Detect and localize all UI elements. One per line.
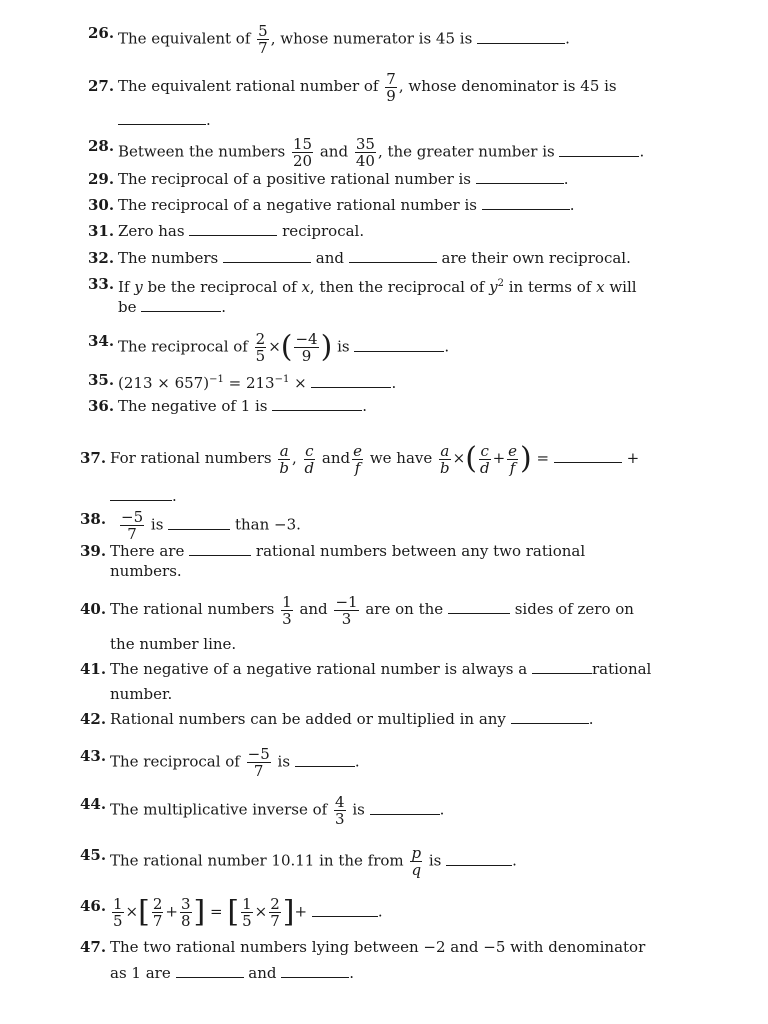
denominator: 7 <box>127 525 137 543</box>
numerator: 4 <box>335 793 345 811</box>
question-text: will <box>609 278 637 296</box>
question-31 <box>88 221 672 241</box>
question-29 <box>88 169 672 189</box>
answer-blank[interactable] <box>281 965 349 978</box>
answer-blank[interactable] <box>559 144 639 157</box>
numerator: c <box>480 441 489 460</box>
answer-blank[interactable] <box>118 112 206 125</box>
question-34: 34. The reciprocal of $\frac{2}{5}$ ×( $\frac{-4}{9}$ ) is . <box>88 329 450 365</box>
question-45 <box>80 844 672 879</box>
answer-blank[interactable] <box>554 450 622 463</box>
answer-blank[interactable] <box>349 250 437 263</box>
operator: × <box>268 337 281 356</box>
question-number: 41. <box>80 660 107 678</box>
question-text: the number line. <box>110 634 237 653</box>
fraction <box>257 23 269 56</box>
question-number: 42. <box>80 710 107 728</box>
question-text: , then the reciprocal of <box>309 278 485 296</box>
numerator: e <box>508 441 518 460</box>
question-number: 39. <box>80 542 107 560</box>
fraction <box>255 331 267 364</box>
fraction <box>269 896 281 929</box>
numerator: 7 <box>386 69 396 88</box>
question-text: is <box>352 800 365 819</box>
question-47 <box>80 934 684 986</box>
question-text: The negative of 1 is <box>118 397 268 415</box>
numerator: 1 <box>242 895 252 913</box>
question-text: , the greater number is <box>377 142 555 161</box>
expression: (213 × 657) <box>118 374 210 392</box>
answer-blank[interactable] <box>448 601 510 614</box>
question-text: sides of zero on <box>514 600 634 618</box>
operator: = <box>210 902 223 921</box>
numerator: p <box>411 844 422 862</box>
question-40 <box>80 592 672 661</box>
answer-blank[interactable] <box>176 965 244 978</box>
answer-blank[interactable] <box>311 375 391 388</box>
question-number: 33. <box>88 275 115 293</box>
question-42 <box>80 709 672 729</box>
operator: + <box>626 449 640 467</box>
punctuation: . <box>563 170 569 188</box>
question-35 <box>88 370 672 393</box>
denominator: 7 <box>270 912 280 930</box>
punctuation: . <box>391 374 397 392</box>
variable: x <box>596 278 605 296</box>
question-text: The numbers <box>118 249 219 267</box>
answer-blank[interactable] <box>446 853 512 866</box>
question-number: 37. <box>80 449 107 467</box>
numerator: −1 <box>335 592 358 611</box>
question-number: 43. <box>80 747 107 765</box>
punctuation: . <box>354 752 360 771</box>
punctuation: . <box>565 29 570 48</box>
question-text: reciprocal. <box>282 222 365 240</box>
operator: + <box>492 449 506 467</box>
question-text: There are <box>110 542 185 560</box>
conjunction: and <box>321 449 351 467</box>
denominator: 9 <box>386 86 396 105</box>
question-text: Between the numbers <box>118 142 286 161</box>
question-number: 46. <box>80 897 107 915</box>
variable: y <box>134 278 143 296</box>
question-number: 28. <box>88 137 115 155</box>
answer-blank[interactable] <box>168 517 230 530</box>
fraction <box>281 594 293 627</box>
numerator: −5 <box>247 745 270 763</box>
question-text: The multiplicative inverse of <box>110 800 328 819</box>
answer-blank[interactable] <box>141 299 221 312</box>
answer-blank[interactable] <box>312 904 378 917</box>
question-38 <box>80 508 672 543</box>
answer-blank[interactable] <box>476 171 564 184</box>
punctuation: . <box>569 196 575 214</box>
question-text: number. <box>110 685 173 703</box>
question-text: are their own reciprocal. <box>441 249 631 267</box>
question-text: The reciprocal of a negative rational number is <box>118 196 477 214</box>
denominator: d <box>304 458 315 477</box>
fraction <box>479 443 491 476</box>
fraction <box>120 509 144 542</box>
question-text: The two rational numbers lying between −2 and −5 with denominator <box>110 938 646 956</box>
question-39 <box>80 541 672 581</box>
question-text: numbers. <box>110 562 182 580</box>
denominator: q <box>411 861 422 879</box>
question-text: For rational numbers <box>110 449 272 467</box>
operator: × <box>125 902 139 921</box>
question-41 <box>80 657 672 707</box>
exponent: −1 <box>274 374 290 385</box>
question-text: , whose numerator is 45 is <box>270 29 473 48</box>
question-text: is <box>150 515 164 534</box>
operator: × <box>254 902 268 921</box>
answer-blank[interactable] <box>532 661 592 674</box>
numerator: 5 <box>258 22 268 40</box>
question-number: 38. <box>80 510 107 528</box>
conjunction: and <box>299 600 328 618</box>
punctuation: . <box>439 800 445 819</box>
question-text: Zero has <box>118 222 185 240</box>
numerator: 35 <box>355 135 375 153</box>
punctuation: . <box>444 337 450 356</box>
denominator: f <box>354 458 361 477</box>
conjunction: and <box>319 142 349 161</box>
fraction <box>410 845 422 878</box>
question-text: If <box>118 278 130 296</box>
question-text: The rational numbers <box>110 600 275 618</box>
fraction <box>439 443 451 476</box>
fraction <box>152 896 164 929</box>
answer-blank[interactable] <box>477 31 565 44</box>
punctuation: . <box>362 397 368 415</box>
question-text: is <box>277 752 291 771</box>
punctuation: . <box>206 110 211 129</box>
variable: x <box>301 278 310 296</box>
operator: + <box>165 902 178 921</box>
question-text: rational numbers between any two rational <box>255 542 586 560</box>
question-text: is <box>337 337 350 356</box>
punctuation: . <box>639 142 645 161</box>
fraction <box>294 331 318 364</box>
question-number: 27. <box>88 77 115 95</box>
question-text: be <box>118 298 137 316</box>
question-32 <box>88 248 672 268</box>
fraction <box>112 896 124 929</box>
denominator: 20 <box>292 152 313 170</box>
question-text: be the reciprocal of <box>147 278 297 296</box>
operator: + <box>294 902 308 921</box>
numerator: 3 <box>180 895 191 913</box>
denominator: 5 <box>113 912 123 930</box>
question-number: 45. <box>80 846 107 864</box>
question-43 <box>80 745 672 780</box>
question-number: 36. <box>88 397 115 415</box>
denominator: d <box>479 458 490 477</box>
operator: × <box>294 374 307 392</box>
question-text: Rational numbers can be added or multiplied in any <box>110 710 506 728</box>
fraction <box>334 594 358 627</box>
numerator: 2 <box>255 330 266 348</box>
fraction <box>180 896 192 929</box>
question-text: The negative of a negative rational number is always a <box>110 660 528 678</box>
numerator: 15 <box>292 135 313 153</box>
question-text: , whose denominator is 45 is <box>398 77 617 95</box>
answer-blank[interactable] <box>223 250 311 263</box>
denominator: 8 <box>180 912 191 930</box>
question-27 <box>88 70 672 136</box>
question-number: 30. <box>88 196 115 214</box>
denominator: 5 <box>255 347 266 365</box>
fraction <box>352 443 363 476</box>
question-text: The equivalent rational number of <box>118 77 379 95</box>
numerator: 2 <box>152 895 163 913</box>
expression: = 213 <box>228 374 275 392</box>
denominator: 9 <box>301 347 312 365</box>
answer-blank[interactable] <box>110 488 172 501</box>
exponent: 2 <box>497 278 504 289</box>
punctuation: . <box>588 710 594 728</box>
question-28 <box>88 136 672 169</box>
question-text: as 1 are <box>110 964 171 982</box>
question-33 <box>88 274 672 317</box>
fraction <box>355 136 376 169</box>
operator: × <box>452 449 466 467</box>
punctuation: . <box>221 298 227 316</box>
answer-blank[interactable] <box>370 802 440 815</box>
punctuation: . <box>512 851 517 870</box>
numerator: 1 <box>113 895 123 913</box>
numerator: a <box>279 441 289 460</box>
operator: = <box>536 449 550 467</box>
question-text: The reciprocal of <box>110 752 240 771</box>
denominator: 3 <box>282 609 292 628</box>
conjunction: and <box>248 964 277 982</box>
variable: y <box>489 278 498 296</box>
question-text: The reciprocal of a positive rational number is <box>118 170 471 188</box>
numerator: e <box>353 441 363 460</box>
question-number: 40. <box>80 600 107 618</box>
question-number: 26. <box>88 24 115 42</box>
fraction <box>304 443 316 476</box>
answer-blank[interactable] <box>511 711 589 724</box>
numerator: c <box>305 441 314 460</box>
question-number: 34. <box>88 332 115 350</box>
denominator: b <box>440 458 450 477</box>
question-number: 47. <box>80 938 107 956</box>
fraction <box>334 794 346 827</box>
punctuation: . <box>349 964 355 982</box>
question-text: The equivalent of <box>118 29 251 48</box>
denominator: 7 <box>152 912 163 930</box>
question-text: are on the <box>365 600 444 618</box>
question-text: than −3. <box>234 515 301 534</box>
question-text: we have <box>369 449 433 467</box>
numerator: a <box>440 441 450 460</box>
question-number: 32. <box>88 249 115 267</box>
punctuation: . <box>377 902 383 921</box>
denominator: 7 <box>253 762 264 780</box>
fraction <box>241 896 253 929</box>
denominator: 7 <box>258 39 268 57</box>
fraction <box>507 443 518 476</box>
question-text: The reciprocal of <box>118 337 248 356</box>
question-number: 29. <box>88 170 115 188</box>
question-number: 35. <box>88 371 115 389</box>
denominator: b <box>279 458 289 477</box>
answer-blank[interactable] <box>295 754 355 767</box>
fraction <box>247 746 271 779</box>
denominator: f <box>509 458 516 477</box>
numerator: −4 <box>295 330 318 348</box>
answer-blank[interactable] <box>354 339 444 352</box>
conjunction: and <box>315 249 344 267</box>
question-text: The rational number 10.11 in the from <box>110 851 404 870</box>
numerator: 2 <box>270 895 280 913</box>
question-36 <box>88 396 672 416</box>
answer-blank[interactable] <box>189 543 251 556</box>
denominator: 3 <box>335 810 345 828</box>
answer-blank[interactable] <box>272 398 362 411</box>
punctuation: . <box>172 487 177 505</box>
answer-blank[interactable] <box>189 223 277 236</box>
answer-blank[interactable] <box>482 197 570 210</box>
question-number: 44. <box>80 795 107 813</box>
fraction <box>292 136 313 169</box>
fraction <box>278 443 290 476</box>
fraction <box>385 71 397 104</box>
denominator: 5 <box>242 912 252 930</box>
numerator: −5 <box>121 508 144 526</box>
question-44 <box>80 793 672 828</box>
question-46: 46. $\frac{1}{5}$ ×[ $\frac{2}{7}$ + $\frac{3}{8}$ ] = [ $\frac{1}{5}$ × $\frac{2}{7}$ ]+ . <box>80 894 383 930</box>
question-37: 37. For rational numbers $\frac{a}{b}$ , $\frac{c}{d}$ and $\frac{e}{f}$ we have $\frac{a}{b}$ ×( $\frac{c}{d}$ + $\frac{e}{f}$ ) = + . <box>80 441 640 505</box>
denominator: 3 <box>341 609 352 628</box>
exponent: −1 <box>209 374 224 385</box>
question-30 <box>88 195 672 215</box>
question-text: rational <box>591 660 652 678</box>
numerator: 1 <box>282 592 292 611</box>
question-26 <box>88 23 672 56</box>
question-text: is <box>428 851 442 870</box>
question-text: in terms of <box>508 278 592 296</box>
denominator: 40 <box>355 152 375 170</box>
question-number: 31. <box>88 222 115 240</box>
